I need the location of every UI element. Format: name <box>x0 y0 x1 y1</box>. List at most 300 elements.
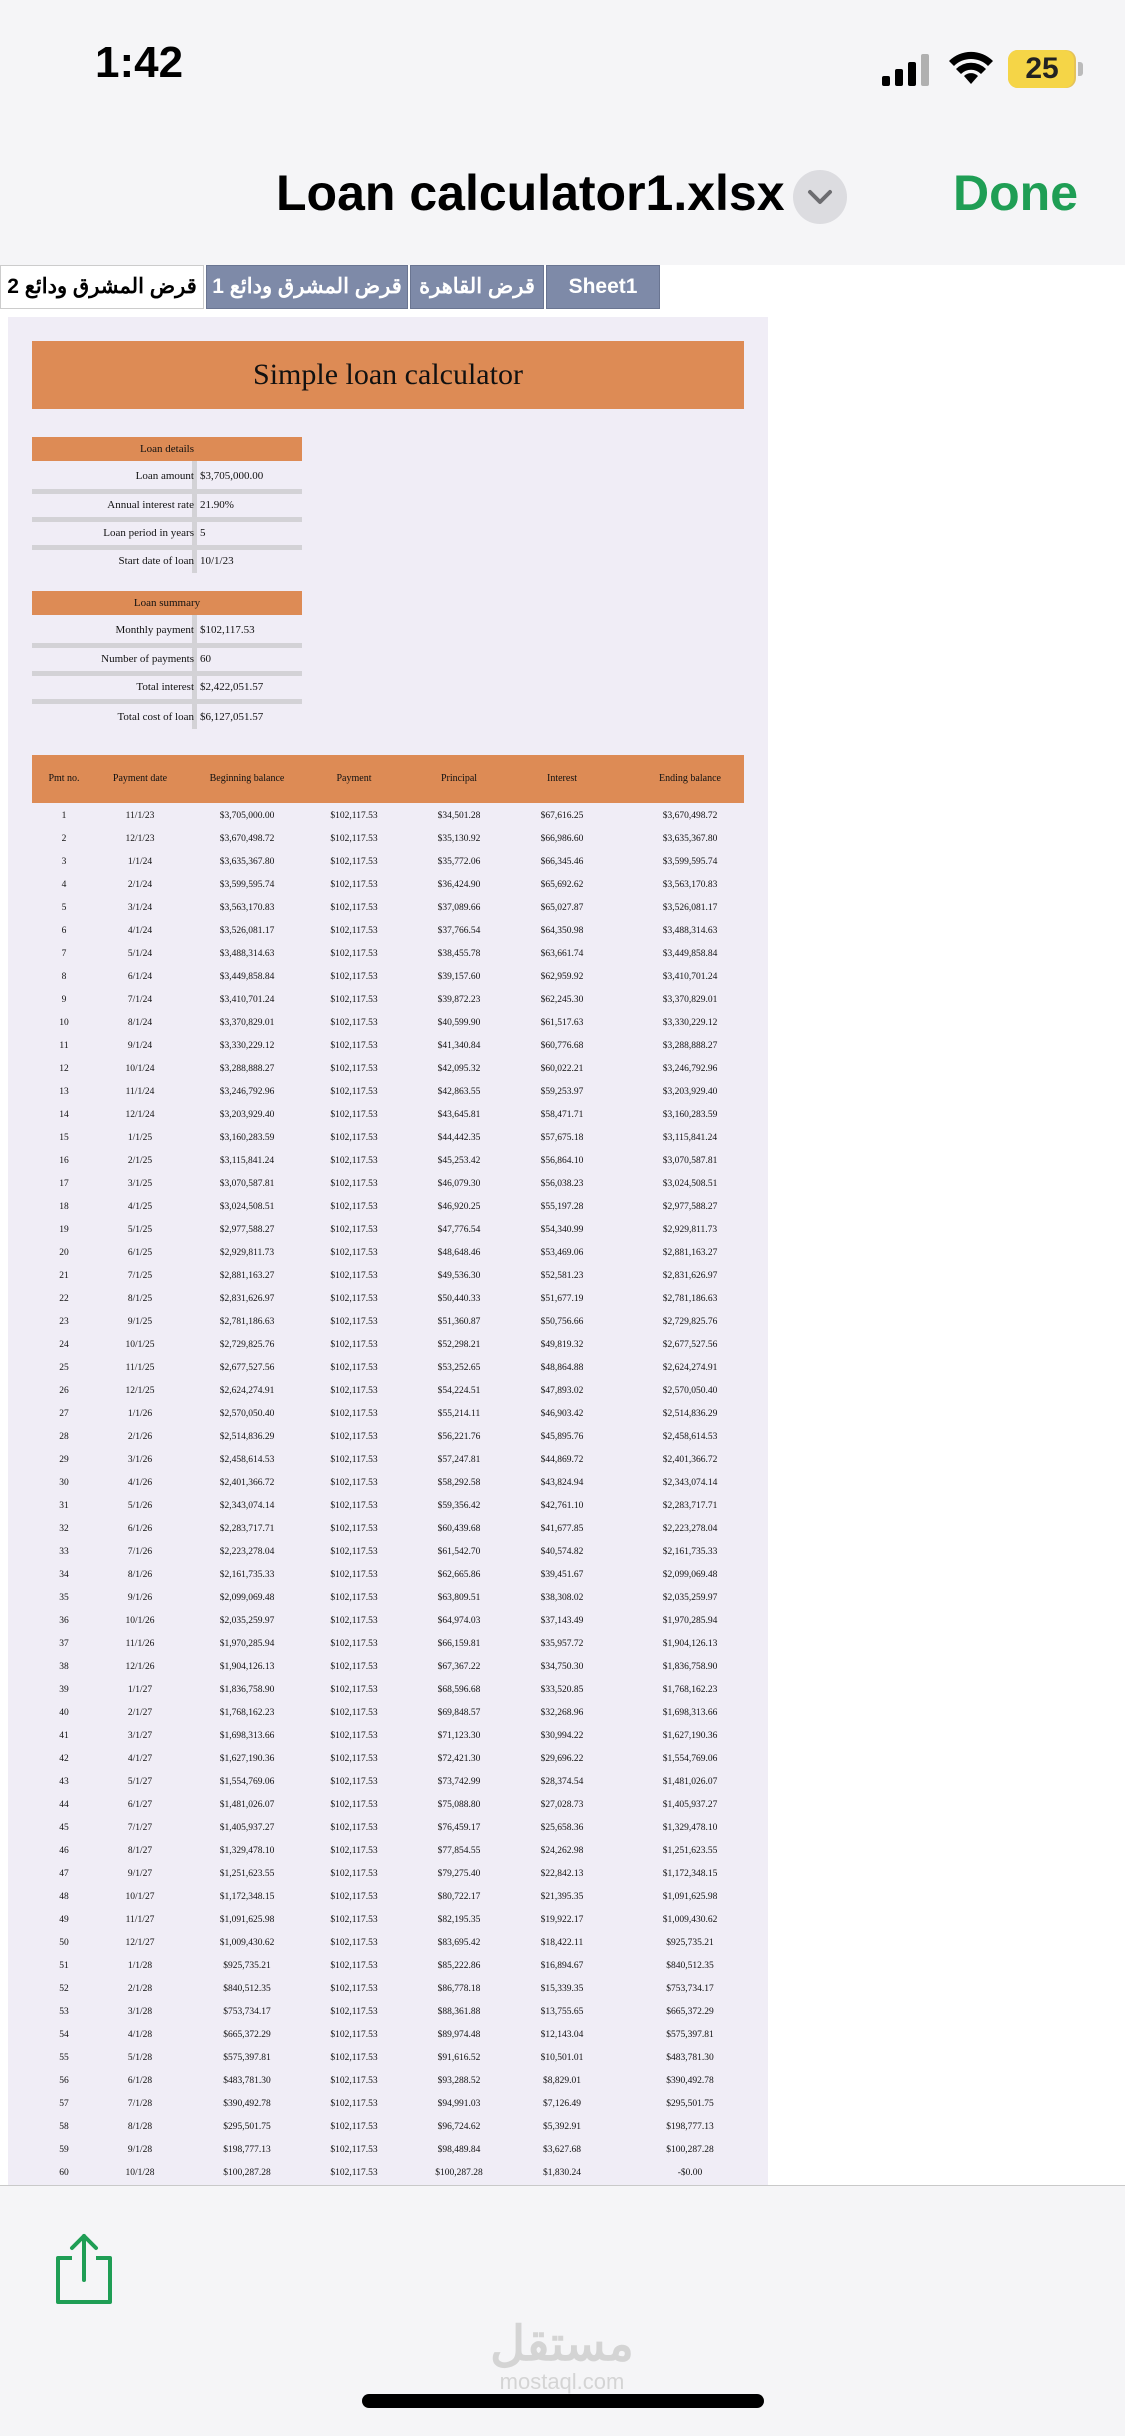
table-cell: $79,275.40 <box>437 1869 481 1879</box>
divider <box>32 699 302 704</box>
table-row[interactable] <box>32 1035 744 1058</box>
tab-sheet1[interactable]: Sheet1 <box>546 265 660 309</box>
table-cell: 2/1/25 <box>127 1156 153 1166</box>
table-cell: $63,809.51 <box>437 1593 481 1603</box>
table-cell: $102,117.53 <box>330 1984 378 1994</box>
table-row[interactable] <box>32 1725 744 1748</box>
table-row[interactable] <box>32 1518 744 1541</box>
table-cell: $102,117.53 <box>330 1225 378 1235</box>
table-cell: $2,881,163.27 <box>662 1248 718 1258</box>
table-cell: $40,574.82 <box>540 1547 584 1557</box>
table-cell: $102,117.53 <box>330 2053 378 2063</box>
table-row[interactable] <box>32 1127 744 1150</box>
table-cell: $1,970,285.94 <box>219 1639 275 1649</box>
table-row[interactable] <box>32 1564 744 1587</box>
table-cell: $925,735.21 <box>666 1938 714 1948</box>
number-of-payments-label: Number of payments <box>101 653 194 665</box>
table-cell: 7/1/26 <box>127 1547 153 1557</box>
table-cell: 11/1/25 <box>125 1363 155 1373</box>
table-cell: 3 <box>61 857 67 867</box>
table-cell: $10,501.01 <box>540 2053 584 2063</box>
table-cell: 25 <box>59 1363 69 1373</box>
table-row[interactable] <box>32 1357 744 1380</box>
table-row[interactable] <box>32 1150 744 1173</box>
table-cell: 34 <box>59 1570 69 1580</box>
table-cell: $2,283,717.71 <box>662 1501 718 1511</box>
table-row[interactable] <box>32 1426 744 1449</box>
table-cell: $3,488,314.63 <box>662 926 718 936</box>
share-icon[interactable] <box>52 2232 116 2306</box>
table-cell: $34,501.28 <box>437 811 481 821</box>
table-cell: $102,117.53 <box>330 2122 378 2132</box>
table-cell: 33 <box>59 1547 69 1557</box>
table-cell: $665,372.29 <box>223 2030 271 2040</box>
table-cell: 12 <box>59 1064 69 1074</box>
table-cell: 6 <box>61 926 67 936</box>
table-cell: $1,329,478.10 <box>662 1823 718 1833</box>
loan-period-value: 5 <box>200 527 206 539</box>
table-cell: $76,459.17 <box>437 1823 481 1833</box>
table-cell: 7/1/24 <box>127 995 153 1005</box>
table-cell: 2/1/26 <box>127 1432 153 1442</box>
table-cell: 12/1/27 <box>125 1938 155 1948</box>
table-cell: $75,088.80 <box>437 1800 481 1810</box>
table-row[interactable] <box>32 1219 744 1242</box>
table-row[interactable] <box>32 1449 744 1472</box>
table-cell: 47 <box>59 1869 69 1879</box>
table-row[interactable] <box>32 1541 744 1564</box>
table-cell: 12/1/25 <box>125 1386 155 1396</box>
table-cell: $3,070,587.81 <box>662 1156 718 1166</box>
table-cell: $42,863.55 <box>437 1087 481 1097</box>
table-cell: $3,160,283.59 <box>662 1110 718 1120</box>
table-row[interactable] <box>32 1702 744 1725</box>
table-row[interactable] <box>32 1817 744 1840</box>
table-cell: $2,035,259.97 <box>662 1593 718 1603</box>
table-cell: $2,677,527.56 <box>219 1363 275 1373</box>
table-cell: 28 <box>59 1432 69 1442</box>
table-cell: $2,881,163.27 <box>219 1271 275 1281</box>
table-cell: $102,117.53 <box>330 1731 378 1741</box>
table-cell: $48,864.88 <box>540 1363 584 1373</box>
table-row[interactable] <box>32 1587 744 1610</box>
table-row[interactable] <box>32 897 744 920</box>
table-cell: 2/1/24 <box>127 880 153 890</box>
document-title[interactable]: Loan calculator1.xlsx <box>276 165 785 221</box>
table-cell: 3/1/28 <box>127 2007 153 2017</box>
table-cell: $1,172,348.15 <box>219 1892 275 1902</box>
table-cell: $60,439.68 <box>437 1524 481 1534</box>
column-header: Payment date <box>112 773 168 784</box>
table-cell: 8/1/24 <box>127 1018 153 1028</box>
table-cell: $1,698,313.66 <box>662 1708 718 1718</box>
table-cell: $71,123.30 <box>437 1731 481 1741</box>
table-cell: $62,245.30 <box>540 995 584 1005</box>
table-row[interactable] <box>32 1012 744 1035</box>
table-cell: $1,329,478.10 <box>219 1846 275 1856</box>
table-row[interactable] <box>32 1955 744 1978</box>
table-cell: $3,563,170.83 <box>662 880 718 890</box>
table-cell: $3,024,508.51 <box>219 1202 275 1212</box>
status-time: 1:42 <box>95 38 184 87</box>
table-row[interactable] <box>32 2024 744 2047</box>
table-row[interactable] <box>32 851 744 874</box>
table-row[interactable] <box>32 1104 744 1127</box>
table-row[interactable] <box>32 1656 744 1679</box>
table-row[interactable] <box>32 1403 744 1426</box>
interest-rate-value: 21.90% <box>200 499 234 511</box>
table-cell: $100,287.28 <box>435 2168 483 2178</box>
table-cell: $102,117.53 <box>330 1409 378 1419</box>
tab-sheet-cairo[interactable]: قرض القاهرة <box>410 265 544 309</box>
table-row[interactable] <box>32 1196 744 1219</box>
table-cell: $19,922.17 <box>540 1915 584 1925</box>
table-row[interactable] <box>32 1909 744 1932</box>
table-cell: $66,345.46 <box>540 857 584 867</box>
table-cell: $102,117.53 <box>330 1938 378 1948</box>
table-cell: $24,262.98 <box>540 1846 584 1856</box>
table-cell: $29,696.22 <box>540 1754 584 1764</box>
table-row[interactable] <box>32 920 744 943</box>
table-row[interactable] <box>32 1633 744 1656</box>
table-row[interactable] <box>32 2070 744 2093</box>
spreadsheet-view[interactable] <box>8 317 768 2185</box>
table-cell: $102,117.53 <box>330 1179 378 1189</box>
table-cell: $2,035,259.97 <box>219 1616 275 1626</box>
home-indicator[interactable] <box>362 2394 764 2408</box>
table-cell: $102,117.53 <box>330 1363 378 1373</box>
table-row[interactable] <box>32 1242 744 1265</box>
table-cell: 49 <box>59 1915 69 1925</box>
table-cell: -$0.00 <box>677 2168 703 2178</box>
table-cell: 9/1/25 <box>127 1317 153 1327</box>
table-cell: 8/1/28 <box>127 2122 153 2132</box>
table-cell: 3/1/25 <box>127 1179 153 1189</box>
table-row[interactable] <box>32 1265 744 1288</box>
table-cell: $753,734.17 <box>223 2007 271 2017</box>
table-cell: 46 <box>59 1846 69 1856</box>
table-cell: 38 <box>59 1662 69 1672</box>
table-cell: 7/1/27 <box>127 1823 153 1833</box>
table-cell: $3,635,367.80 <box>662 834 718 844</box>
table-cell: 4/1/24 <box>127 926 153 936</box>
table-cell: 9/1/26 <box>127 1593 153 1603</box>
table-cell: $102,117.53 <box>330 1317 378 1327</box>
table-row[interactable] <box>32 966 744 989</box>
table-row[interactable] <box>32 874 744 897</box>
table-cell: 12/1/26 <box>125 1662 155 1672</box>
table-row[interactable] <box>32 1334 744 1357</box>
table-row[interactable] <box>32 1173 744 1196</box>
table-cell: $3,203,929.40 <box>662 1087 718 1097</box>
table-row[interactable] <box>32 805 744 828</box>
total-interest-value: $2,422,051.57 <box>200 681 264 693</box>
table-cell: $94,991.03 <box>437 2099 481 2109</box>
table-row[interactable] <box>32 943 744 966</box>
table-row[interactable] <box>32 1863 744 1886</box>
table-row[interactable] <box>32 1748 744 1771</box>
table-cell: $57,247.81 <box>437 1455 481 1465</box>
table-cell: $1,904,126.13 <box>219 1662 275 1672</box>
table-cell: $102,117.53 <box>330 2099 378 2109</box>
table-row[interactable] <box>32 1081 744 1104</box>
table-cell: $52,298.21 <box>437 1340 481 1350</box>
table-cell: $3,449,858.84 <box>662 949 718 959</box>
table-cell: $59,356.42 <box>437 1501 481 1511</box>
table-row[interactable] <box>32 1771 744 1794</box>
table-row[interactable] <box>32 2139 744 2162</box>
table-cell: $102,117.53 <box>330 926 378 936</box>
table-cell: $102,117.53 <box>330 972 378 982</box>
table-cell: $1,554,769.06 <box>662 1754 718 1764</box>
sheet-tab-bar <box>0 265 1125 313</box>
table-cell: 5/1/26 <box>127 1501 153 1511</box>
table-cell: $46,920.25 <box>437 1202 481 1212</box>
table-cell: $3,115,841.24 <box>662 1133 718 1143</box>
battery-cap <box>1078 62 1083 76</box>
watermark-arabic: مستقل <box>490 2318 634 2371</box>
table-cell: $1,904,126.13 <box>662 1639 718 1649</box>
loan-summary-heading: Loan summary <box>32 591 302 615</box>
table-row[interactable] <box>32 2001 744 2024</box>
table-cell: $102,117.53 <box>330 1869 378 1879</box>
table-cell: $37,143.49 <box>540 1616 584 1626</box>
table-cell: $66,986.60 <box>540 834 584 844</box>
table-cell: 2/1/27 <box>127 1708 153 1718</box>
table-cell: $21,395.35 <box>540 1892 584 1902</box>
table-cell: $102,117.53 <box>330 1708 378 1718</box>
table-cell: 39 <box>59 1685 69 1695</box>
table-cell: $50,756.66 <box>540 1317 584 1327</box>
table-cell: $1,481,026.07 <box>662 1777 718 1787</box>
table-cell: $35,957.72 <box>540 1639 584 1649</box>
divider <box>32 545 302 550</box>
table-row[interactable] <box>32 2093 744 2116</box>
table-cell: $1,554,769.06 <box>219 1777 275 1787</box>
table-cell: $73,742.99 <box>437 1777 481 1787</box>
table-row[interactable] <box>32 1288 744 1311</box>
table-cell: $2,977,588.27 <box>662 1202 718 1212</box>
table-cell: $102,117.53 <box>330 1041 378 1051</box>
table-cell: 17 <box>59 1179 69 1189</box>
table-cell: $102,117.53 <box>330 1823 378 1833</box>
wifi-icon <box>948 50 994 86</box>
table-cell: $96,724.62 <box>437 2122 481 2132</box>
table-cell: $3,288,888.27 <box>662 1041 718 1051</box>
title-menu-button[interactable] <box>793 170 847 224</box>
table-cell: 48 <box>59 1892 69 1902</box>
table-cell: $59,253.97 <box>540 1087 584 1097</box>
table-cell: $3,526,081.17 <box>219 926 275 936</box>
table-cell: $85,222.86 <box>437 1961 481 1971</box>
table-cell: $102,117.53 <box>330 857 378 867</box>
table-cell: $38,455.78 <box>437 949 481 959</box>
column-header: Payment <box>336 773 372 784</box>
table-cell: 5/1/24 <box>127 949 153 959</box>
table-cell: 44 <box>59 1800 69 1810</box>
table-cell: $102,117.53 <box>330 995 378 1005</box>
done-button[interactable]: Done <box>953 165 1078 221</box>
table-cell: $1,830.24 <box>543 2168 581 2178</box>
table-cell: $69,848.57 <box>437 1708 481 1718</box>
table-cell: $32,268.96 <box>540 1708 584 1718</box>
interest-rate-label: Annual interest rate <box>107 499 194 511</box>
table-cell: 1/1/25 <box>127 1133 153 1143</box>
table-row[interactable] <box>32 1679 744 1702</box>
table-row[interactable] <box>32 1794 744 1817</box>
table-cell: $88,361.88 <box>437 2007 481 2017</box>
table-cell: $3,449,858.84 <box>219 972 275 982</box>
table-row[interactable] <box>32 828 744 851</box>
table-cell: $102,117.53 <box>330 811 378 821</box>
table-cell: 5/1/27 <box>127 1777 153 1787</box>
top-bar <box>0 0 1125 265</box>
table-cell: 11/1/24 <box>125 1087 155 1097</box>
table-cell: $102,117.53 <box>330 1547 378 1557</box>
table-cell: 3/1/26 <box>127 1455 153 1465</box>
table-cell: $3,488,314.63 <box>219 949 275 959</box>
table-cell: 15 <box>59 1133 69 1143</box>
table-cell: $82,195.35 <box>437 1915 481 1925</box>
table-cell: $62,959.92 <box>540 972 584 982</box>
table-cell: $1,836,758.90 <box>219 1685 275 1695</box>
table-cell: 9/1/24 <box>127 1041 153 1051</box>
table-cell: $840,512.35 <box>223 1984 271 1994</box>
table-cell: $53,252.65 <box>437 1363 481 1373</box>
table-row[interactable] <box>32 989 744 1012</box>
table-cell: $102,117.53 <box>330 1340 378 1350</box>
table-cell: $66,159.81 <box>437 1639 481 1649</box>
table-row[interactable] <box>32 1610 744 1633</box>
table-cell: 31 <box>59 1501 69 1511</box>
table-cell: $38,308.02 <box>540 1593 584 1603</box>
table-cell: $44,869.72 <box>540 1455 584 1465</box>
table-cell: 32 <box>59 1524 69 1534</box>
table-cell: $2,570,050.40 <box>662 1386 718 1396</box>
table-cell: $45,895.76 <box>540 1432 584 1442</box>
total-cost-label: Total cost of loan <box>117 711 194 723</box>
cellular-signal-icon <box>882 54 932 86</box>
table-cell: $2,781,186.63 <box>219 1317 275 1327</box>
table-cell: $198,777.13 <box>223 2145 271 2155</box>
table-cell: $39,157.60 <box>437 972 481 982</box>
table-cell: $102,117.53 <box>330 1248 378 1258</box>
table-cell: $1,009,430.62 <box>662 1915 718 1925</box>
table-row[interactable] <box>32 1311 744 1334</box>
table-row[interactable] <box>32 1840 744 1863</box>
table-cell: $49,536.30 <box>437 1271 481 1281</box>
table-cell: $36,424.90 <box>437 880 481 890</box>
table-cell: $54,340.99 <box>540 1225 584 1235</box>
table-cell: 6/1/26 <box>127 1524 153 1534</box>
table-cell: 8 <box>61 972 67 982</box>
table-cell: 13 <box>59 1087 69 1097</box>
table-cell: $2,223,278.04 <box>662 1524 718 1534</box>
tab-sheet-mashreq-1[interactable]: قرض المشرق ودائع 1 <box>206 265 408 309</box>
table-cell: $30,994.22 <box>540 1731 584 1741</box>
table-cell: $25,658.36 <box>540 1823 584 1833</box>
table-cell: $102,117.53 <box>330 1110 378 1120</box>
table-cell: $2,161,735.33 <box>662 1547 718 1557</box>
table-cell: 23 <box>59 1317 69 1327</box>
table-cell: $55,197.28 <box>540 1202 584 1212</box>
table-row[interactable] <box>32 1472 744 1495</box>
table-cell: $102,117.53 <box>330 2007 378 2017</box>
tab-sheet-mashreq-2[interactable]: قرض المشرق ودائع 2 <box>0 265 204 309</box>
table-row[interactable] <box>32 2162 744 2185</box>
table-cell: $3,160,283.59 <box>219 1133 275 1143</box>
table-cell: $1,091,625.98 <box>219 1915 275 1925</box>
table-cell: $60,776.68 <box>540 1041 584 1051</box>
table-cell: $102,117.53 <box>330 1271 378 1281</box>
table-row[interactable] <box>32 1380 744 1403</box>
table-cell: $22,842.13 <box>540 1869 584 1879</box>
table-cell: $102,117.53 <box>330 1294 378 1304</box>
table-cell: $1,768,162.23 <box>662 1685 718 1695</box>
table-cell: $2,514,836.29 <box>219 1432 275 1442</box>
table-cell: $98,489.84 <box>437 2145 481 2155</box>
table-cell: $3,203,929.40 <box>219 1110 275 1120</box>
table-cell: $35,130.92 <box>437 834 481 844</box>
table-cell: 36 <box>59 1616 69 1626</box>
divider <box>32 517 302 522</box>
table-cell: $53,469.06 <box>540 1248 584 1258</box>
table-row[interactable] <box>32 1886 744 1909</box>
table-cell: $1,091,625.98 <box>662 1892 718 1902</box>
table-cell: $102,117.53 <box>330 1386 378 1396</box>
table-cell: $2,223,278.04 <box>219 1547 275 1557</box>
table-cell: $1,970,285.94 <box>662 1616 718 1626</box>
divider <box>32 671 302 676</box>
table-cell: 4 <box>61 880 67 890</box>
table-cell: 10/1/25 <box>125 1340 155 1350</box>
table-cell: 16 <box>59 1156 69 1166</box>
table-cell: $575,397.81 <box>666 2030 714 2040</box>
table-cell: $28,374.54 <box>540 1777 584 1787</box>
table-cell: $48,648.46 <box>437 1248 481 1258</box>
table-row[interactable] <box>32 2116 744 2139</box>
table-cell: $46,079.30 <box>437 1179 481 1189</box>
table-row[interactable] <box>32 1978 744 2001</box>
table-cell: $102,117.53 <box>330 903 378 913</box>
table-cell: 45 <box>59 1823 69 1833</box>
monthly-payment-label: Monthly payment <box>115 624 194 636</box>
table-row[interactable] <box>32 2047 744 2070</box>
table-cell: $102,117.53 <box>330 1915 378 1925</box>
table-cell: 5 <box>61 903 67 913</box>
table-cell: $12,143.04 <box>540 2030 584 2040</box>
table-row[interactable] <box>32 1495 744 1518</box>
table-cell: 1/1/26 <box>127 1409 153 1419</box>
table-row[interactable] <box>32 1058 744 1081</box>
table-row[interactable] <box>32 1932 744 1955</box>
table-cell: 6/1/28 <box>127 2076 153 2086</box>
table-cell: $2,677,527.56 <box>662 1340 718 1350</box>
table-cell: $43,824.94 <box>540 1478 584 1488</box>
monthly-payment-value: $102,117.53 <box>200 624 255 636</box>
table-cell: $3,115,841.24 <box>219 1156 275 1166</box>
table-cell: $102,117.53 <box>330 1593 378 1603</box>
table-cell: $52,581.23 <box>540 1271 584 1281</box>
total-interest-label: Total interest <box>136 681 194 693</box>
table-cell: $295,501.75 <box>666 2099 714 2109</box>
table-cell: $67,367.22 <box>437 1662 481 1672</box>
table-cell: $65,027.87 <box>540 903 584 913</box>
table-cell: $83,695.42 <box>437 1938 481 1948</box>
table-cell: $2,831,626.97 <box>662 1271 718 1281</box>
table-cell: 6/1/24 <box>127 972 153 982</box>
table-cell: $102,117.53 <box>330 1455 378 1465</box>
